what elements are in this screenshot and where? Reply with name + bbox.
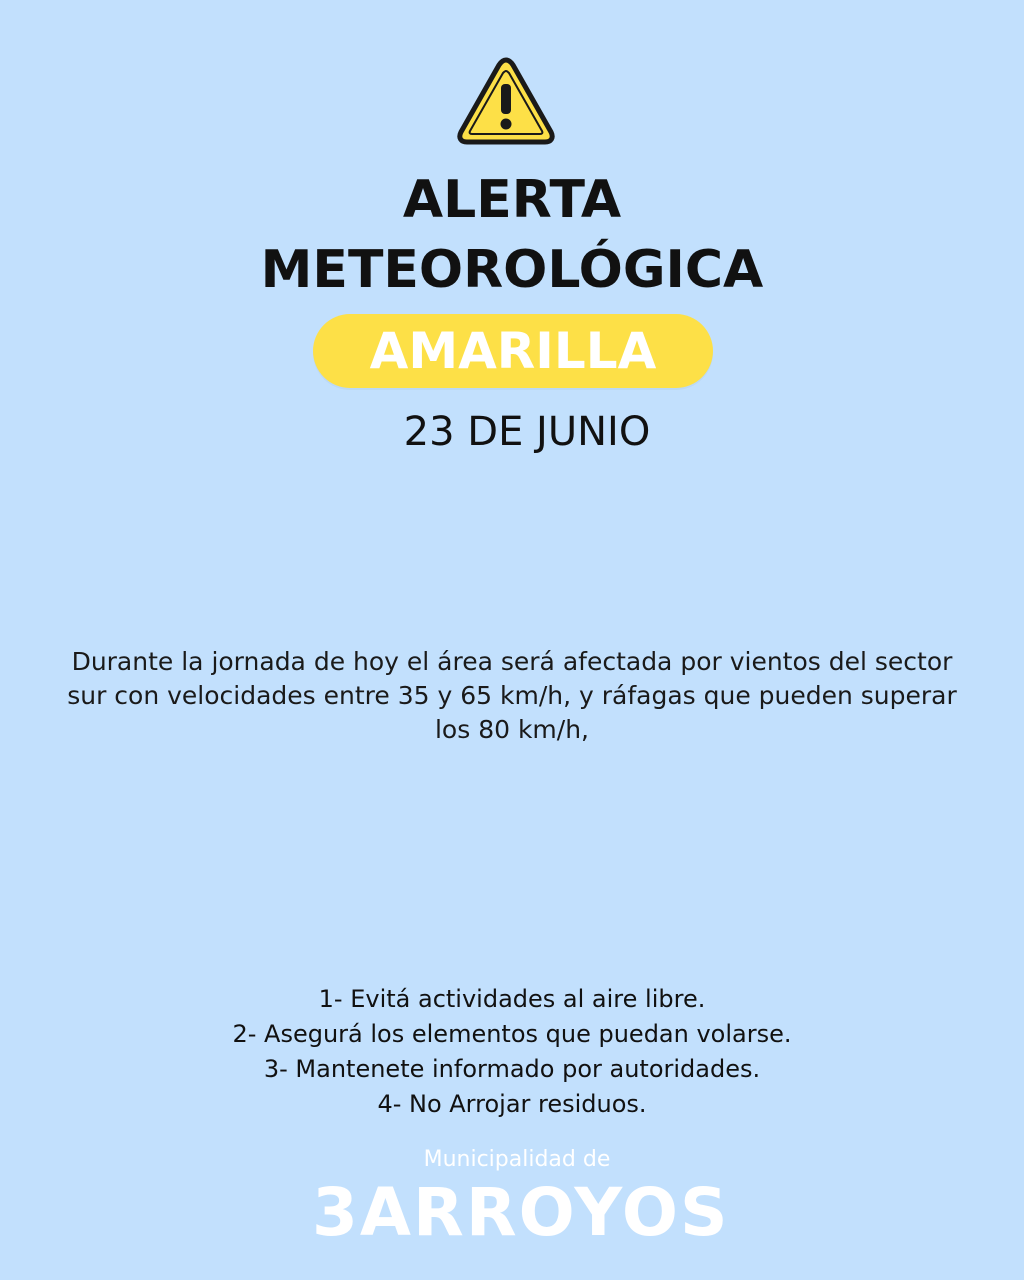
logo-top-text: Municipalidad de: [423, 1147, 611, 1172]
warning-triangle-icon: [455, 54, 557, 148]
recommendations-list: [0, 982, 1024, 1122]
recommendation-item: 4- No Arrojar residuos.: [377, 1090, 647, 1118]
alert-level-text: AMARILLA: [369, 322, 657, 380]
alert-title-line2: METEOROLÓGICA: [260, 240, 764, 300]
alert-date: 23 DE JUNIO: [403, 409, 651, 455]
alert-description: Durante la jornada de hoy el área será afectada por vientos del sector sur con velocidades entre 35 y 65 km/h, y ráfagas que pueden superar los 80 km/h,: [67, 647, 957, 744]
municipality-logo: [300, 1144, 730, 1260]
alert-level-badge: [313, 314, 713, 388]
recommendation-item: 1- Evitá actividades al aire libre.: [318, 985, 706, 1013]
recommendation-item: 3- Mantenete informado por autoridades.: [263, 1055, 761, 1083]
recommendation-item: 2- Asegurá los elementos que puedan volarse.: [232, 1020, 792, 1048]
logo-main-text: 3ARROYOS: [312, 1174, 730, 1251]
alert-title-line1: ALERTA: [402, 170, 622, 230]
